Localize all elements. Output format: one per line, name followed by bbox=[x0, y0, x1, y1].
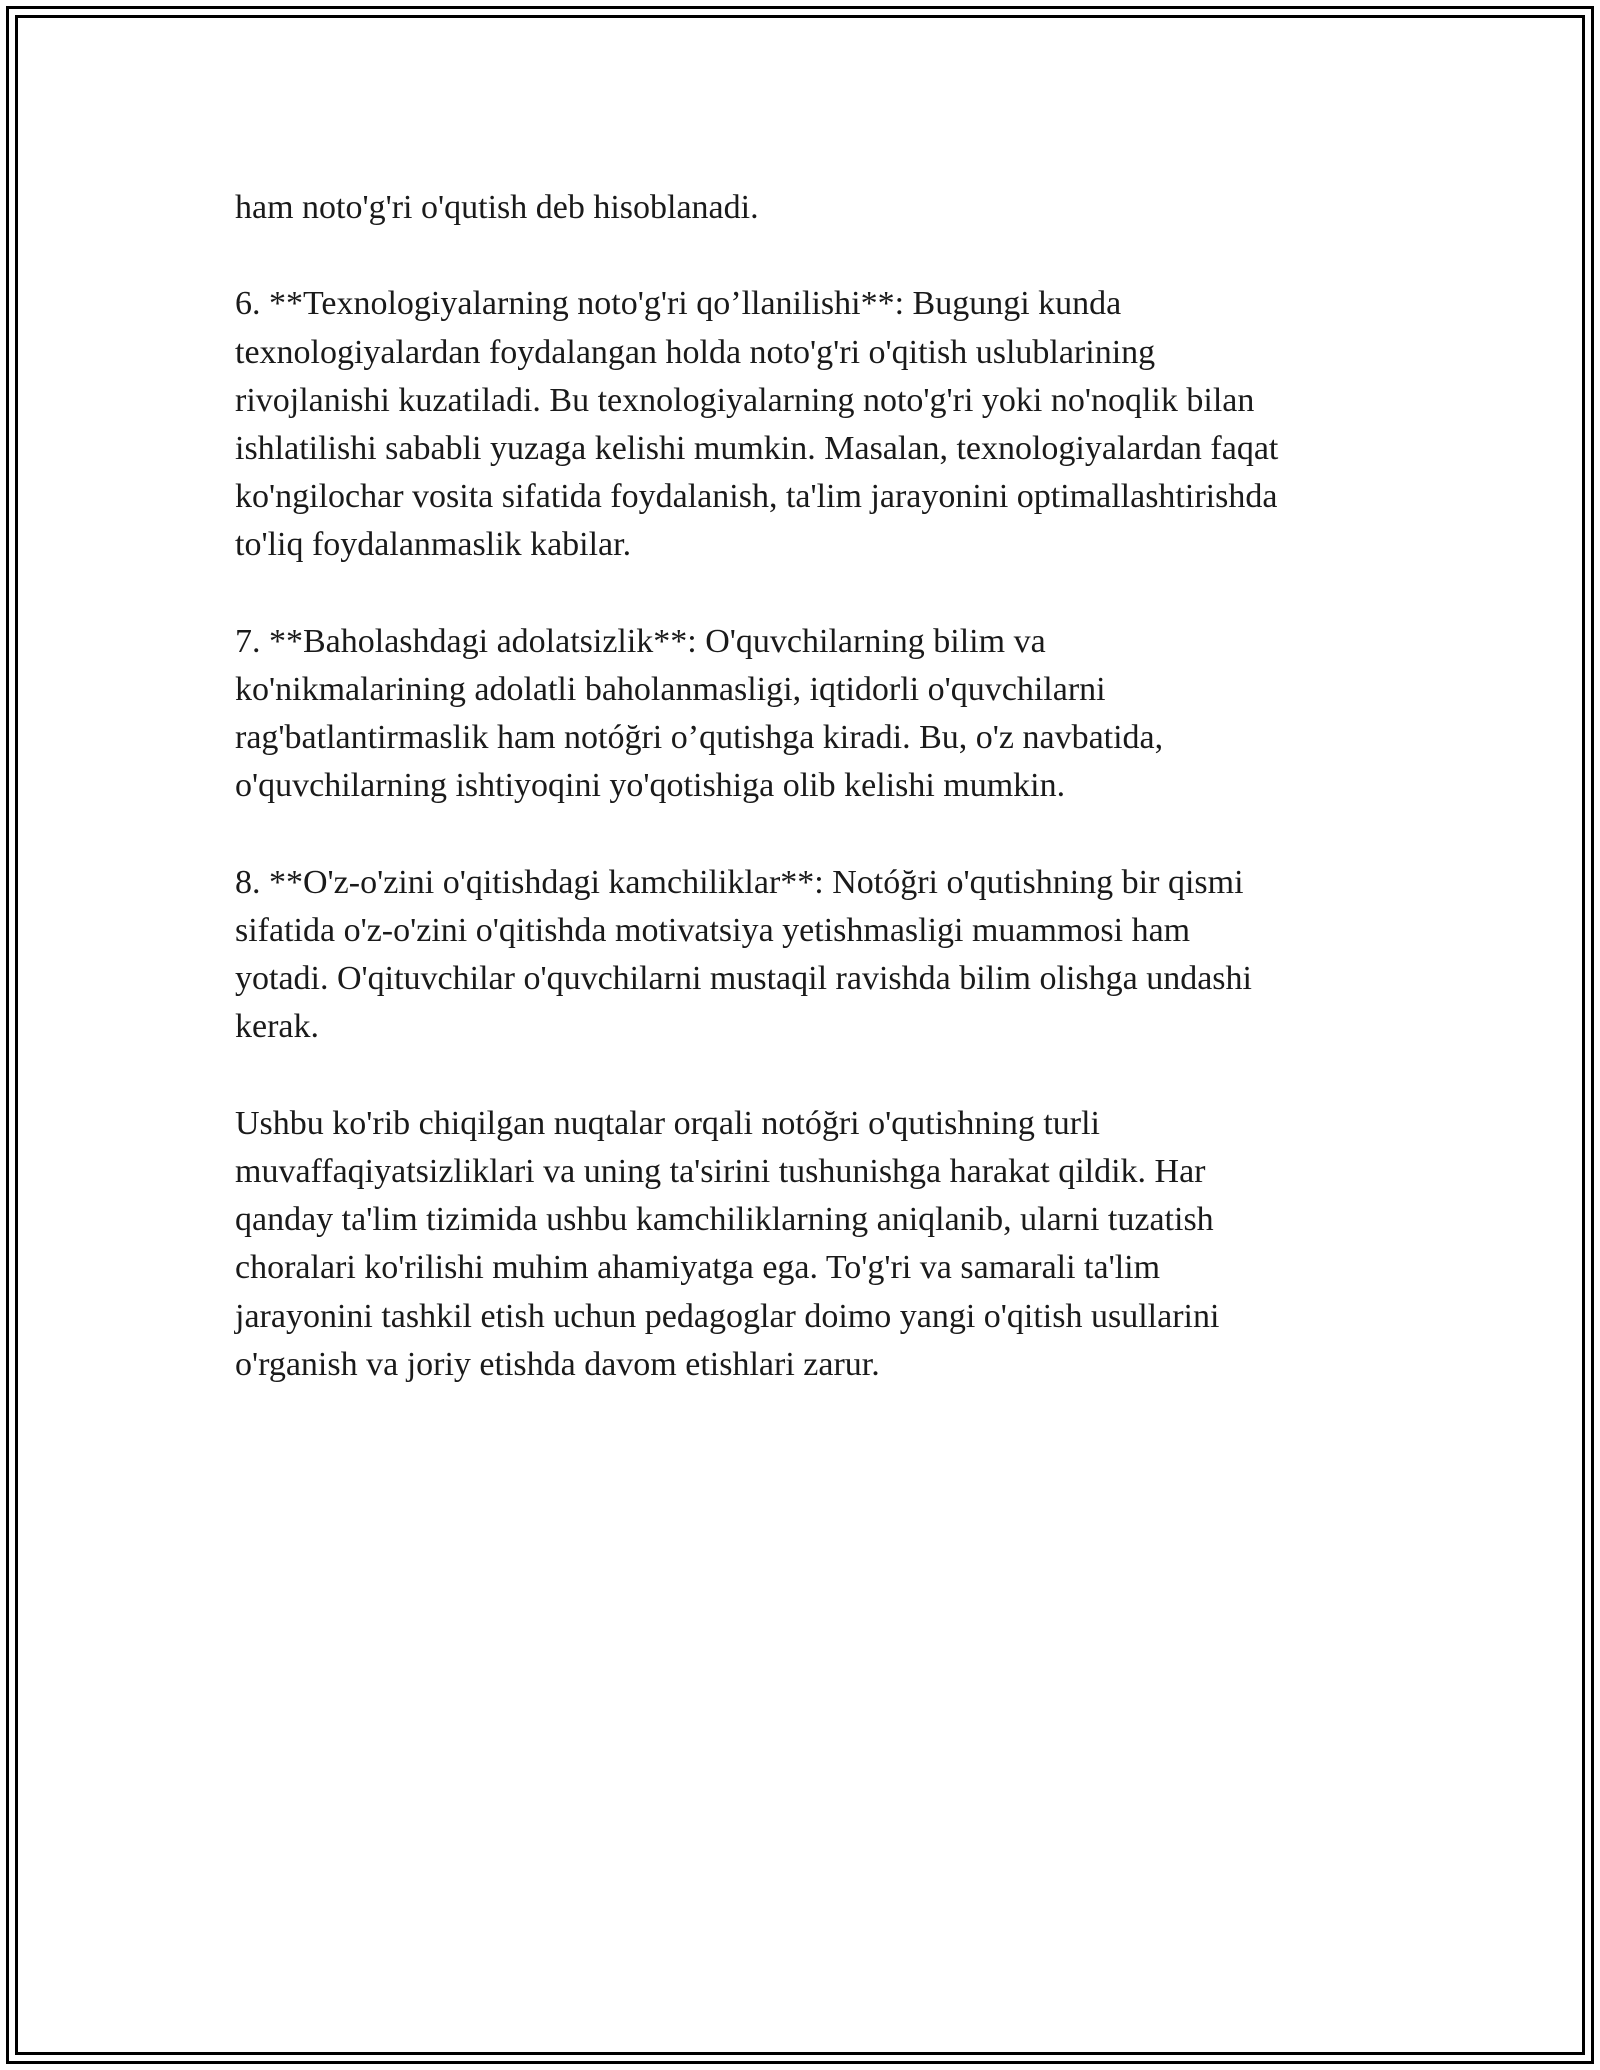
paragraph-item-7: 7. **Baholashdagi adolatsizlik**: O'quvchilarning bilim va ko'nikmalarining adolatli baholanmasligi, iqtidorli o'quvchilarni rag'batlantirmaslik ham notóğri o’qutishga kiradi. Bu, o'z navbatida, o'quvchilarning ishtiyoqini yo'qotishiga olib kelishi mumkin. bbox=[235, 622, 1164, 805]
document-body bbox=[235, 184, 1385, 1437]
paragraph-continuation: ham noto'g'ri o'qutish deb hisoblanadi. bbox=[235, 189, 759, 226]
paragraph-item-8: 8. **O'z-o'zini o'qitishdagi kamchiliklar**: Notóğri o'qutishning bir qismi sifatida o'z-o'zini o'qitishda motivatsiya yetishmasligi muammosi ham yotadi. O'qituvchilar o'quvchilarni mustaqil ravishda bilim olishga undashi kerak. bbox=[235, 863, 1252, 1046]
paragraph-conclusion: Ushbu ko'rib chiqilgan nuqtalar orqali notóğri o'qutishning turli muvaffaqiyatsizliklari va uning ta'sirini tushunishga harakat qildik. Har qanday ta'lim tizimida ushbu kamchiliklarning aniqlanib, ularni tuzatish choralari ko'rilishi muhim ahamiyatga ega. To'g'ri va samarali ta'lim jarayonini tashkil etish uchun pedagoglar doimo yangi o'qitish usullarini o'rganish va joriy etishda davom etishlari zarur. bbox=[235, 1104, 1220, 1383]
paragraph-item-6: 6. **Texnologiyalarning noto'g'ri qo’llanilishi**: Bugungi kunda texnologiyalardan foydalangan holda noto'g'ri o'qitish uslublarining rivojlanishi kuzatiladi. Bu texnologiyalarning noto'g'ri yoki no'noqlik bilan ishlatilishi sababli yuzaga kelishi mumkin. Masalan, texnologiyalardan faqat ko'ngilochar vosita sifatida foydalanish, ta'lim jarayonini optimallashtirishda to'liq foydalanmaslik kabilar. bbox=[235, 285, 1279, 564]
